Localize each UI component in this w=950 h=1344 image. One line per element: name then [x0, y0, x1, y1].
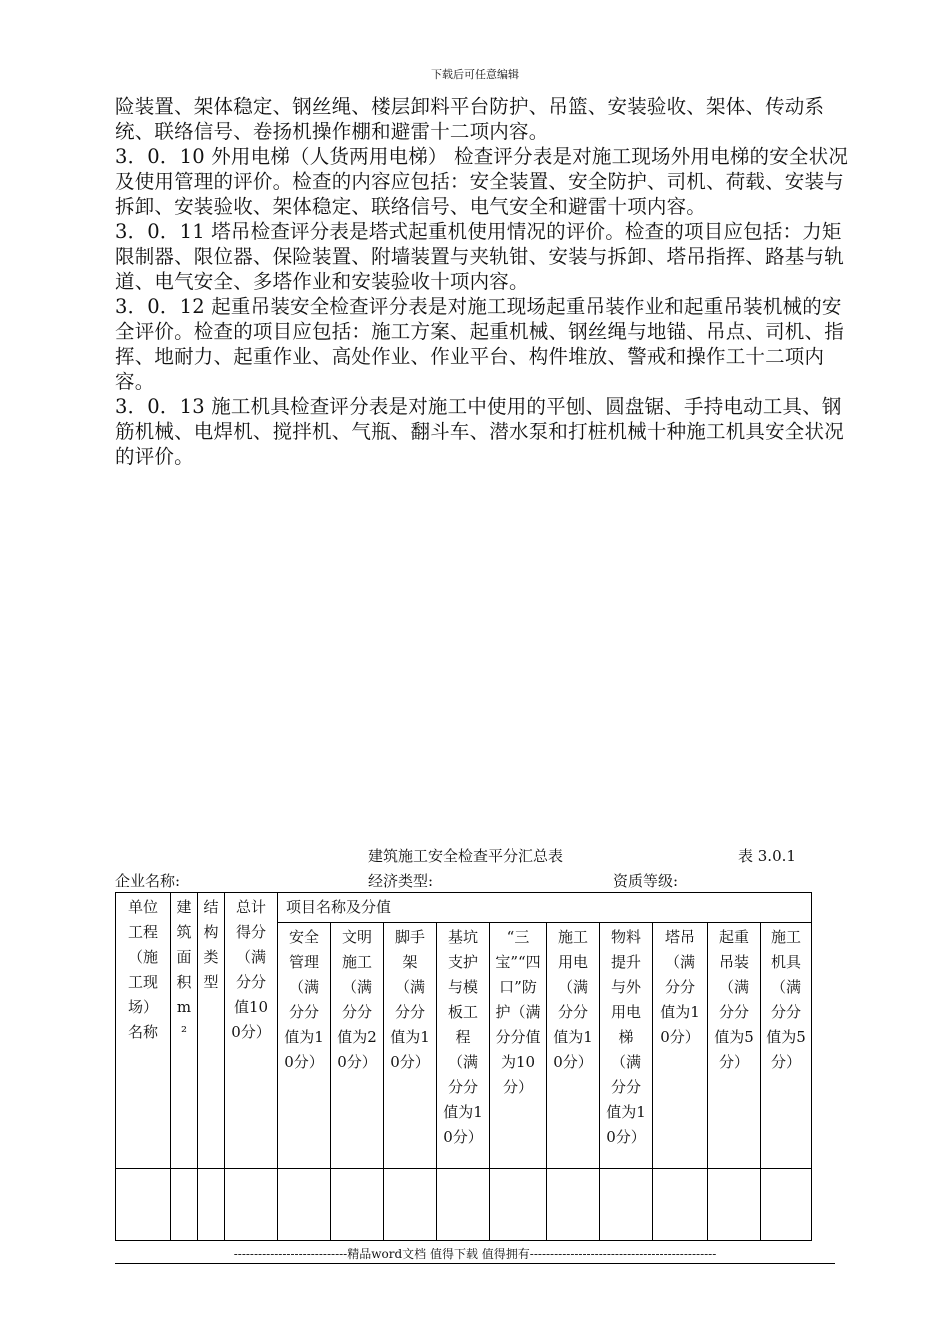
footer-rule: [115, 1263, 835, 1264]
header-item: 起重吊装（满分分值为5分）: [708, 923, 761, 1169]
table-cell[interactable]: [225, 1169, 278, 1241]
paragraph: 险装置、架体稳定、钢丝绳、楼层卸料平台防护、吊篮、安装验收、架体、传动系统、联络信号、卷扬机操作棚和避雷十二项内容。: [115, 95, 825, 143]
paragraph: 3．0．12 起重吊装安全检查评分表是对施工现场起重吊装作业和起重吊装机械的安全评价。检查的项目应包括：施工方案、起重机械、钢丝绳与地锚、吊点、司机、指挥、地耐力、起重作业、高处作业、作业平台、构件堆放、警戒和操作工十二项内容。: [115, 295, 844, 393]
header-item: 施工用电（满分分值为10分）: [547, 923, 600, 1169]
table-number: 表 3.0.1: [738, 847, 796, 865]
table-cell[interactable]: [653, 1169, 708, 1241]
table-cell[interactable]: [384, 1169, 437, 1241]
page-header: 下载后可任意编辑: [431, 68, 519, 81]
header-unit: 单位工程（施工现场）名称: [116, 893, 171, 1169]
header-item: 脚手架（满分分值为10分）: [384, 923, 437, 1169]
table-cell[interactable]: [708, 1169, 761, 1241]
header-item: 基坑支护与模板工程（满分分值为10分）: [437, 923, 490, 1169]
table-cell[interactable]: [437, 1169, 490, 1241]
company-label: 企业名称:: [115, 872, 181, 890]
table-cell[interactable]: [116, 1169, 171, 1241]
header-item: 文明施工（满分分值为20分）: [331, 923, 384, 1169]
paragraph: 3．0．13 施工机具检查评分表是对施工中使用的平刨、圆盘锯、手持电动工具、钢筋机械、电焊机、搅拌机、气瓶、翻斗车、潜水泵和打桩机械十种施工机具安全状况的评价。: [115, 395, 844, 468]
table-cell[interactable]: [761, 1169, 812, 1241]
table-title-row: [0, 845, 950, 867]
header-item-group: 项目名称及分值: [278, 893, 812, 923]
header-structure: 结构类型: [198, 893, 225, 1169]
header-area: 建筑面积m²: [171, 893, 198, 1169]
table-cell[interactable]: [547, 1169, 600, 1241]
table-title: 建筑施工安全检查平分汇总表: [368, 847, 564, 865]
table-cell[interactable]: [600, 1169, 653, 1241]
economy-label: 经济类型:: [368, 872, 434, 890]
header-item: 物料提升与外用电梯（满分分值为10分）: [600, 923, 653, 1169]
header-item: 塔吊（满分分值为10分）: [653, 923, 708, 1169]
body-text: [115, 94, 850, 469]
summary-table: [115, 892, 812, 1241]
table-cell[interactable]: [171, 1169, 198, 1241]
page-footer: ----------------------------精品word文档 值得下载 值得拥有----------------------------------------------: [233, 1247, 717, 1261]
paragraph: 3．0．10 外用电梯（人货两用电梯） 检查评分表是对施工现场外用电梯的安全状况及使用管理的评价。检查的内容应包括：安全装置、安全防护、司机、荷载、安装与拆卸、安装验收、架体稳定、联络信号、电气安全和避雷十项内容。: [115, 145, 849, 218]
qualification-label: 资质等级:: [613, 872, 679, 890]
header-total: 总计得分（满分分值100分）: [225, 893, 278, 1169]
table-cell[interactable]: [278, 1169, 331, 1241]
table-row: [116, 1169, 812, 1241]
header-item: 安全管理（满分分值为10分）: [278, 923, 331, 1169]
table-cell[interactable]: [198, 1169, 225, 1241]
header-item: 施工机具（满分分值为5分）: [761, 923, 812, 1169]
header-item: “三宝”“四口”防护（满分分值为10分）: [490, 923, 547, 1169]
paragraph: 3．0．11 塔吊检查评分表是塔式起重机使用情况的评价。检查的项目应包括：力矩限制器、限位器、保险装置、附墙装置与夹轨钳、安装与拆卸、塔吊指挥、路基与轨道、电气安全、多塔作业和安装验收十项内容。: [115, 220, 844, 293]
table-cell[interactable]: [490, 1169, 547, 1241]
table-info-row: [115, 870, 835, 892]
table-cell[interactable]: [331, 1169, 384, 1241]
